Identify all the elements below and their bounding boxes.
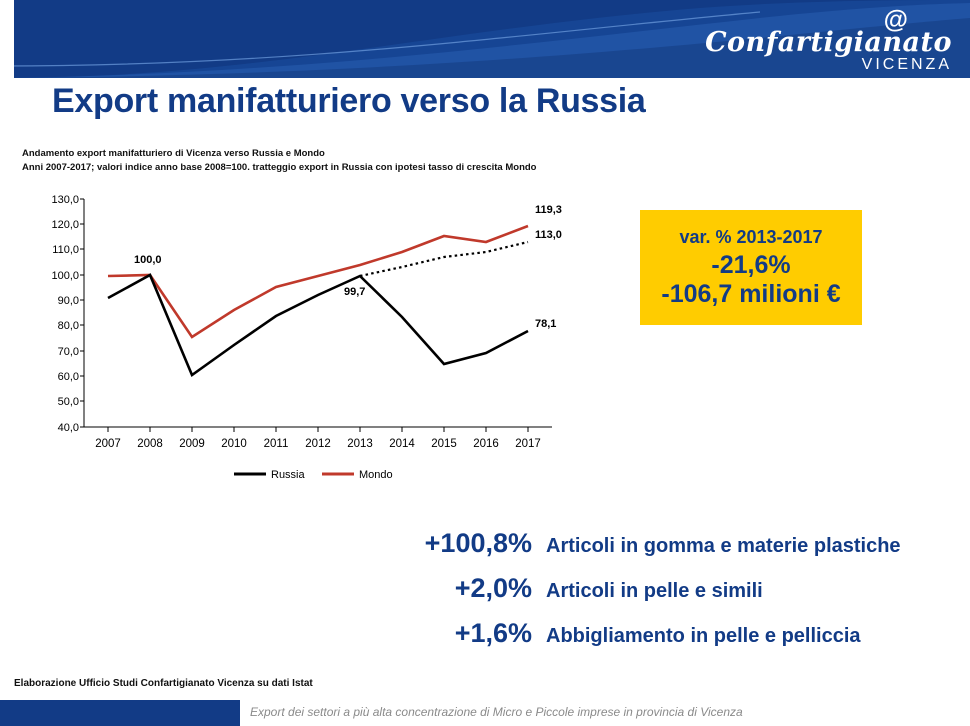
svg-text:100,0: 100,0 bbox=[51, 269, 79, 282]
page-title: Export manifatturiero verso la Russia bbox=[52, 82, 646, 120]
callout-period-label: var. % 2013-2017 bbox=[679, 226, 823, 247]
variation-callout-box bbox=[640, 210, 862, 325]
svg-text:110,0: 110,0 bbox=[52, 243, 79, 256]
stat-label: Articoli in gomma e materie plastiche bbox=[546, 535, 901, 557]
footer-caption: Export dei settori a più alta concentrazione di Micro e Piccole imprese in provincia di Vicenza bbox=[250, 705, 743, 719]
svg-text:40,0: 40,0 bbox=[57, 421, 79, 434]
svg-text:70,0: 70,0 bbox=[57, 345, 79, 358]
data-label-2008: 100,0 bbox=[134, 253, 162, 266]
chart-subtitle: Anni 2007-2017; valori indice anno base 2008=100. tratteggio export in Russia con ipotesi tasso di crescita Mondo bbox=[22, 161, 537, 173]
svg-text:80,0: 80,0 bbox=[57, 319, 79, 332]
svg-text:2013: 2013 bbox=[347, 437, 373, 450]
svg-text:2007: 2007 bbox=[95, 437, 121, 450]
svg-text:2010: 2010 bbox=[221, 437, 247, 450]
chart-legend bbox=[234, 469, 393, 481]
data-label-russia-2017: 78,1 bbox=[535, 317, 557, 330]
stat-label: Articoli in pelle e simili bbox=[546, 580, 763, 602]
source-footnote: Elaborazione Ufficio Studi Confartigianato Vicenza su dati Istat bbox=[14, 678, 313, 689]
svg-text:50,0: 50,0 bbox=[57, 395, 79, 408]
svg-text:120,0: 120,0 bbox=[51, 218, 79, 231]
svg-text:2008: 2008 bbox=[137, 437, 163, 450]
stat-value: +2,0% bbox=[454, 573, 532, 603]
svg-text:2015: 2015 bbox=[431, 437, 457, 450]
brand-city: VICENZA bbox=[861, 56, 952, 73]
list-item bbox=[380, 618, 960, 649]
data-label-2013: 99,7 bbox=[344, 285, 366, 298]
svg-text:2016: 2016 bbox=[473, 437, 499, 450]
line-chart bbox=[22, 181, 582, 491]
callout-absolute-value: -106,7 milioni € bbox=[661, 279, 841, 308]
chart-container bbox=[22, 148, 602, 481]
list-item bbox=[380, 528, 960, 559]
list-item bbox=[380, 573, 960, 604]
svg-text:2014: 2014 bbox=[389, 437, 415, 450]
svg-text:2012: 2012 bbox=[305, 437, 331, 450]
svg-text:Mondo: Mondo bbox=[359, 468, 393, 481]
sector-stats-list bbox=[380, 528, 960, 663]
chart-title: Andamento export manifatturiero di Vicenza verso Russia e Mondo bbox=[22, 148, 325, 159]
slide-header bbox=[0, 0, 970, 78]
left-margin-rule bbox=[0, 0, 14, 726]
brand-logo bbox=[705, 8, 952, 73]
stat-value: +100,8% bbox=[424, 528, 532, 558]
svg-text:130,0: 130,0 bbox=[51, 193, 79, 206]
footer-accent-block bbox=[0, 700, 240, 726]
brand-symbol-icon: @ bbox=[883, 6, 908, 34]
svg-text:2011: 2011 bbox=[263, 437, 289, 450]
svg-text:90,0: 90,0 bbox=[57, 294, 79, 307]
svg-text:2017: 2017 bbox=[515, 437, 541, 450]
data-label-proj-2017: 113,0 bbox=[535, 228, 562, 241]
svg-text:Russia: Russia bbox=[271, 468, 305, 481]
stat-value: +1,6% bbox=[454, 618, 532, 648]
callout-percent-value: -21,6% bbox=[711, 250, 791, 279]
data-label-mondo-2017: 119,3 bbox=[535, 203, 562, 216]
svg-text:60,0: 60,0 bbox=[57, 370, 79, 383]
brand-name: Confartigianato bbox=[705, 27, 952, 58]
stat-label: Abbigliamento in pelle e pelliccia bbox=[546, 625, 861, 647]
svg-text:2009: 2009 bbox=[179, 437, 205, 450]
